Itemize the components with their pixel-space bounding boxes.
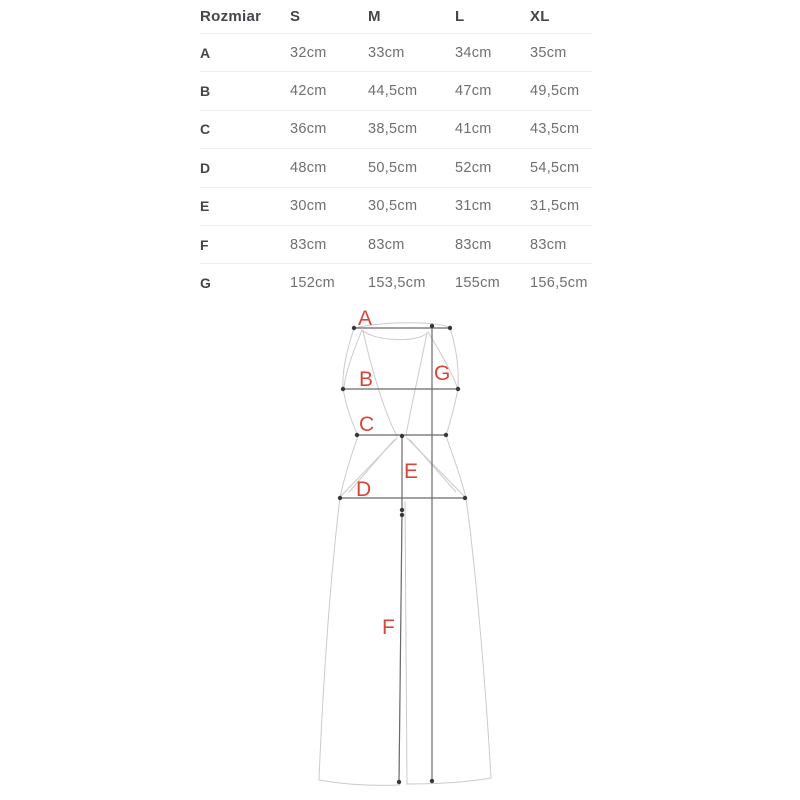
size-value: 35cm [530, 44, 567, 61]
size-value: 38,5cm [368, 121, 418, 138]
skirt-left-outer-edge [319, 498, 340, 780]
size-value: 83cm [290, 236, 327, 253]
size-value: 31,5cm [530, 198, 580, 215]
endpoint-dot [400, 434, 404, 438]
size-value: 43,5cm [530, 121, 580, 138]
table-header-l: L [455, 8, 465, 25]
size-value: 155cm [455, 275, 501, 292]
size-value: 83cm [530, 236, 567, 253]
measure-label-c: C [359, 413, 375, 436]
dress-right-drape-line [406, 333, 427, 436]
table-row-b [200, 71, 592, 109]
size-value: 83cm [455, 236, 492, 253]
endpoint-dot [463, 496, 467, 500]
row-label: B [200, 83, 211, 100]
table-header-rozmiar: Rozmiar [200, 8, 262, 25]
size-value: 42cm [290, 83, 327, 100]
size-value: 32cm [290, 44, 327, 61]
measure-label-g: G [434, 362, 451, 385]
measure-label-d: D [356, 478, 372, 501]
measure-line-f [399, 515, 402, 782]
table-row-d [200, 148, 592, 186]
size-value: 34cm [455, 44, 492, 61]
size-value: 31cm [455, 198, 492, 215]
row-label: G [200, 275, 212, 292]
dress-neckline [362, 330, 428, 340]
table-row-f [200, 225, 592, 263]
measurement-endpoint-dots [338, 324, 467, 784]
table-header-m: M [368, 8, 381, 25]
measure-label-f: F [382, 616, 395, 639]
size-value: 52cm [455, 159, 492, 176]
endpoint-dot [444, 433, 448, 437]
row-label: C [200, 121, 211, 138]
size-value: 48cm [290, 159, 327, 176]
size-value: 30cm [290, 198, 327, 215]
size-value: 153,5cm [368, 275, 426, 292]
skirt-left-hem [319, 780, 400, 785]
row-label: D [200, 159, 211, 176]
size-value: 33cm [368, 44, 405, 61]
size-value: 36cm [290, 121, 327, 138]
table-header-row [200, 0, 592, 33]
endpoint-dot [448, 326, 452, 330]
size-value: 83cm [368, 236, 405, 253]
size-value: 54,5cm [530, 159, 580, 176]
size-value: 156,5cm [530, 275, 588, 292]
endpoint-dot [397, 780, 401, 784]
endpoint-dot [400, 513, 404, 517]
size-value: 47cm [455, 83, 492, 100]
endpoint-dot [341, 387, 345, 391]
size-value: 44,5cm [368, 83, 418, 100]
endpoint-dot [456, 387, 460, 391]
endpoint-dot [400, 508, 404, 512]
endpoint-dot [430, 324, 434, 328]
endpoint-dot [352, 326, 356, 330]
dress-right-hip-edge [446, 436, 466, 498]
table-row-a [200, 33, 592, 71]
skirt-right-outer-edge [466, 498, 491, 778]
size-value: 152cm [290, 275, 336, 292]
measure-label-e: E [404, 460, 419, 483]
dress-outline-sketch [319, 323, 491, 786]
table-header-xl: XL [530, 8, 550, 25]
row-label: F [200, 236, 209, 253]
row-label: E [200, 198, 210, 215]
row-label: A [200, 44, 211, 61]
skirt-right-hem [407, 778, 491, 784]
measurement-labels [356, 307, 450, 639]
measurement-lines [340, 326, 465, 782]
size-value: 30,5cm [368, 198, 418, 215]
endpoint-dot [430, 779, 434, 783]
size-table [200, 0, 592, 302]
dress-measurement-diagram [280, 295, 530, 800]
size-value: 41cm [455, 121, 492, 138]
size-value: 50,5cm [368, 159, 418, 176]
table-header-s: S [290, 8, 301, 25]
table-row-c [200, 110, 592, 148]
size-value: 49,5cm [530, 83, 580, 100]
table-row-e [200, 187, 592, 225]
measure-label-a: A [358, 307, 373, 330]
measure-label-b: B [359, 368, 374, 391]
skirt-right-slit-edge [405, 501, 407, 784]
endpoint-dot [338, 496, 342, 500]
